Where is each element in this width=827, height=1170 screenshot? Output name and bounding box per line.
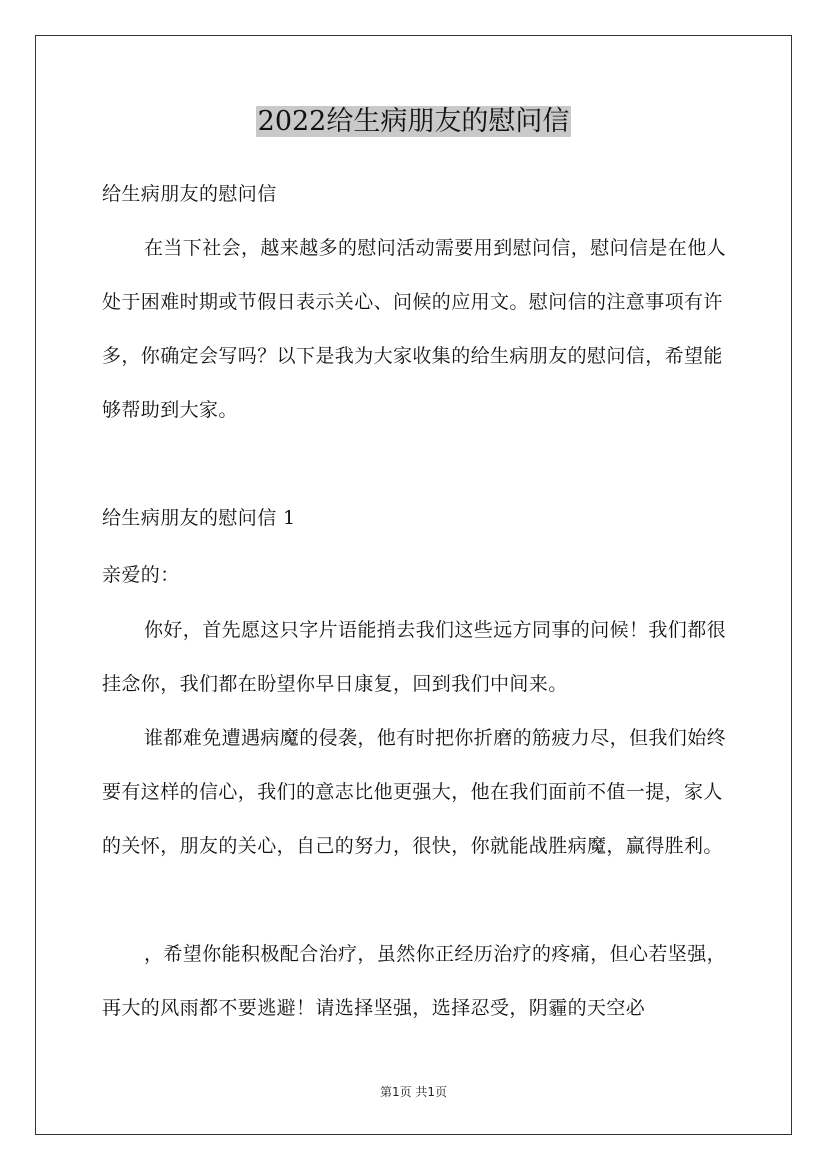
body-paragraph-3-text: ，希望你能积极配合治疗，虽然你正经历治疗的疼痛，但心若坚强，再大的风雨都不要逃避！请选择坚强，选择忍受，阴霾的天空必 — [102, 943, 727, 1019]
section-title: 给生病朋友的慰问信 1 — [102, 507, 296, 529]
document-subtitle: 给生病朋友的慰问信 — [102, 183, 277, 205]
intro-paragraph — [102, 221, 728, 437]
body-paragraph-2 — [102, 711, 728, 873]
intro-paragraph-text: 在当下社会，越来越多的慰问活动需要用到慰问信，慰问信是在他人处于困难时期或节假日表示关心、问候的应用文。慰问信的注意事项有许多，你确定会写吗？以下是我为大家收集的给生病朋友的慰问信，希望能够帮助到大家。 — [102, 237, 727, 421]
body-paragraph-2-text: 谁都难免遭遇病魔的侵袭，他有时把你折磨的筋疲力尽，但我们始终要有这样的信心，我们的意志比他更强大，他在我们面前不值一提，家人的关怀，朋友的关心，自己的努力，很快，你就能战胜病魔，赢得胜利。 — [102, 727, 727, 857]
body-paragraph-1 — [102, 603, 728, 711]
document-title-text: 2022给生病朋友的慰问信 — [257, 106, 570, 137]
salutation: 亲爱的： — [102, 564, 180, 586]
body-paragraph-1-text: 你好，首先愿这只字片语能捎去我们这些远方同事的问候！我们都很挂念你，我们都在盼望你早日康复，回到我们中间来。 — [102, 619, 727, 695]
body-paragraph-3 — [102, 927, 728, 1035]
document-title — [0, 100, 827, 144]
page-footer: 第1页 共1页 — [379, 1085, 448, 1099]
